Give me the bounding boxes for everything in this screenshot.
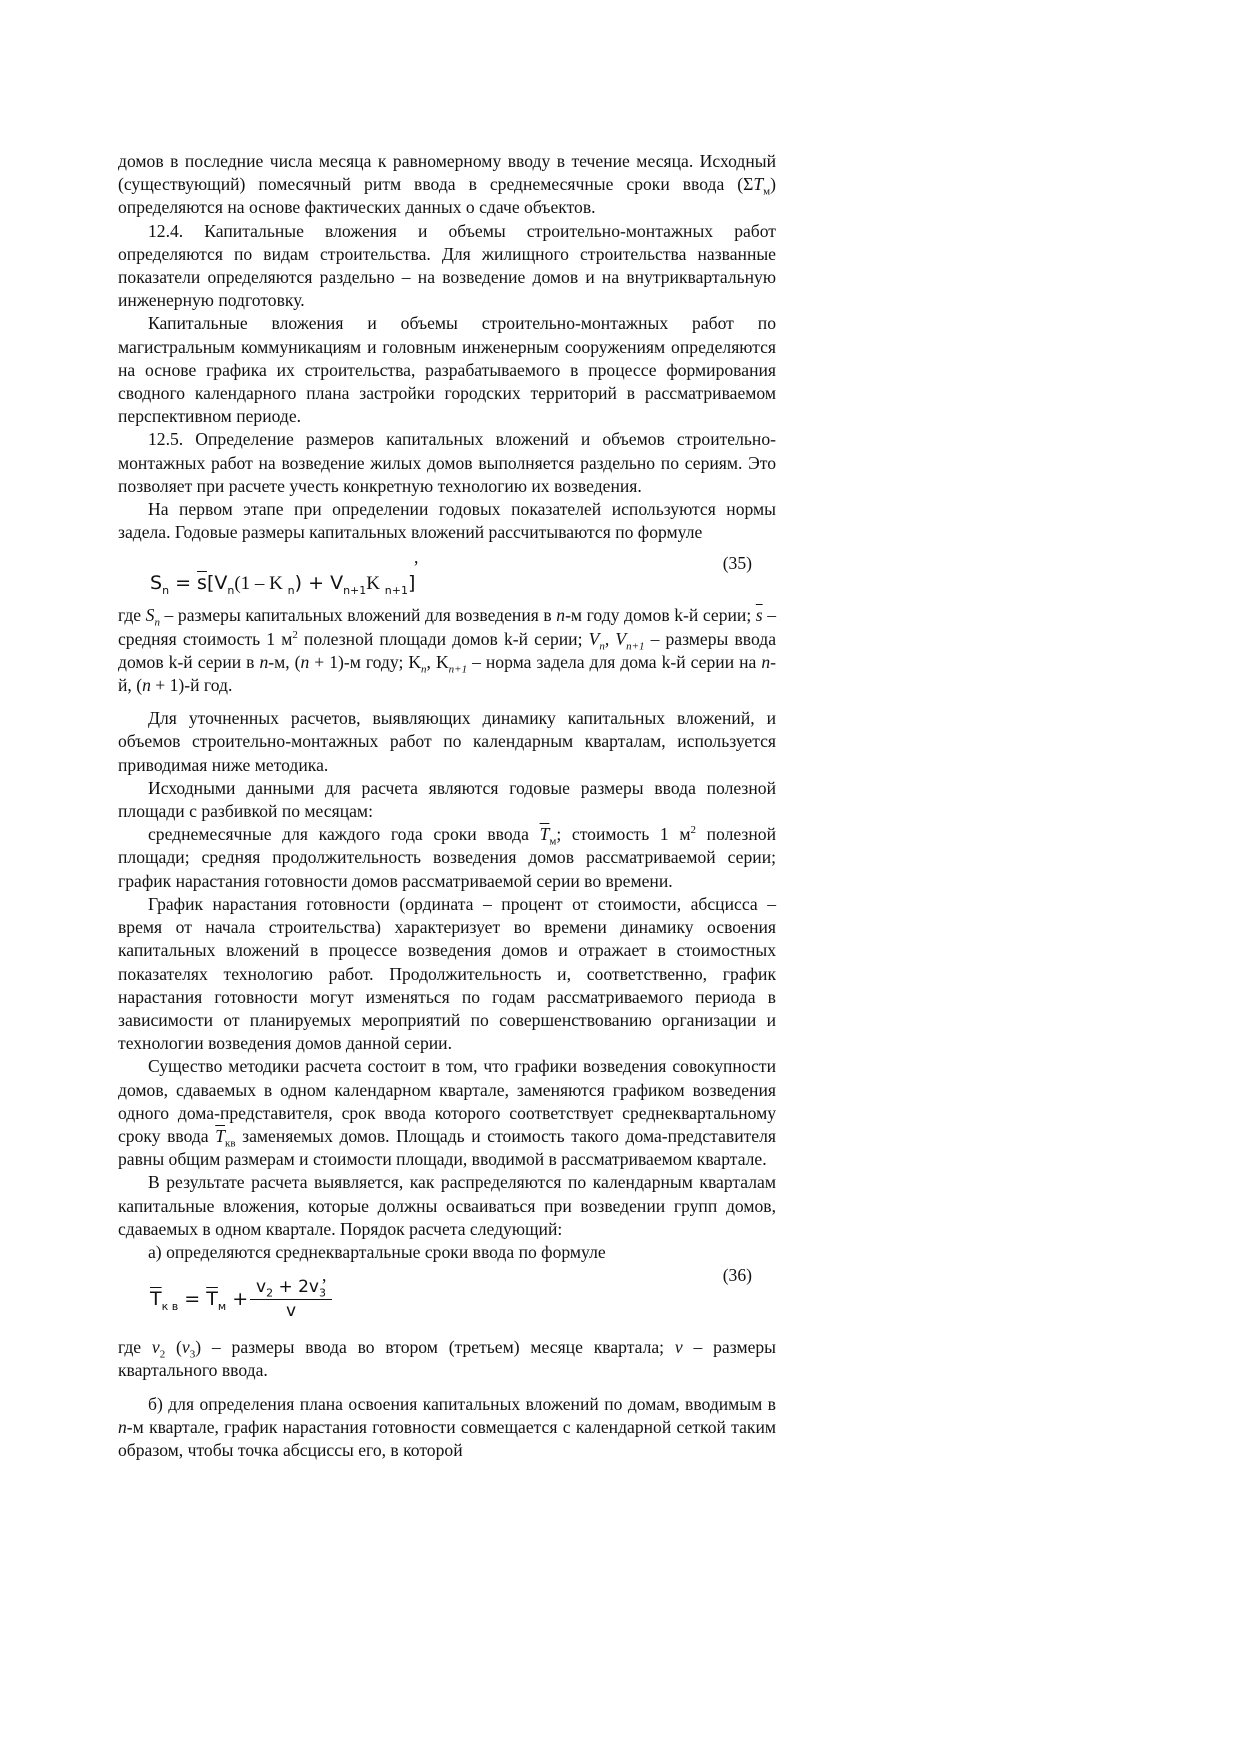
formula-36-number: (36): [722, 1265, 752, 1286]
paragraph-9: среднемесячные для каждого года сроки ввода $\overline{T}_м$; стоимость 1 $м^2$ полезной площади; средняя продолжительность возведения домов рассматриваемой серии; график нарастания готовности домов рассматриваемой серии во времени.: [118, 824, 776, 891]
formula-35-comma: ,: [414, 547, 419, 568]
paragraph-12-4: 12.4. Капитальные вложения и объемы строительно-монтажных работ определяются по видам строительства. Для жилищного строительства названные показатели определяются раздельно – на возведение домов и на внутриквартальную инженерную подготовку.: [118, 220, 776, 311]
formula-35: [118, 544, 776, 604]
formula-36: [118, 1264, 776, 1336]
paragraph-12: В результате расчета выявляется, как распределяются по календарным кварталам капитальные вложения, которые должны осваиваться при возведении групп домов, сдаваемых в одном квартале. Порядок расчета следующий:: [118, 1172, 776, 1239]
paragraph-10: График нарастания готовности (ордината – процент от стоимости, абсцисса – время от начала строительства) характеризует во времени динамику освоения капитальных вложений в процессе возведения домов и отражает в стоимостных показателях технологию работ. Продолжительность и, соответственно, график нарастания готовности могут изменяться по годам рассматриваемого периода в зависимости от планируемых мероприятий по совершенствованию организации и технологии возведения домов данной серии.: [118, 893, 776, 1054]
formula-35-number: (35): [722, 553, 752, 574]
formula-36-numerator: $v_2 + 2v_3$: [250, 1276, 332, 1300]
paragraph-15: б) для определения плана освоения капитальных вложений по домам, вводимым в n-м квартале, график нарастания готовности совмещается с календарной сеткой таким образом, чтобы точка абсциссы его, в которой: [118, 1393, 776, 1460]
paragraph-11: Существо методики расчета состоит в том, что графики возведения совокупности домов, сдаваемых в одном календарном квартале, заменяются графиком возведения одного дома-представителя, срок ввода которого соответствует среднеквартальному сроку ввода $\overline{T}_{кв}$ заменяемых домов. Площадь и стоимость такого дома-представителя равны общим размерам и стоимости площади, вводимой в рассматриваемом квартале.: [118, 1056, 776, 1170]
formula-35-expression: $S_n = \overline{s}[V_n(1 - K$ $_n) + V_{n+1}K$ $_{n+1}$]: [150, 572, 416, 598]
formula-36-denominator: v: [285, 1301, 297, 1322]
paragraph-12-5: 12.5. Определение размеров капитальных вложений и объемов строительно-монтажных работ на возведение жилых домов выполняется раздельно по сериям. Это позволяет при расчете учесть конкретную технологию их возведения.: [118, 429, 776, 496]
formula-36-lhs: $\overline{T}_{к в} = \overline{T}_м$ +: [150, 1288, 249, 1313]
paragraph-where-36: где $v_2$ $(v_3)$ – размеры ввода во втором (третьем) месяце квартала; v – размеры квартального ввода.: [118, 1337, 777, 1381]
paragraph-where-35: где $S_n$ – размеры капитальных вложений для возведения в n-м году домов k-й серии; $\overline{s}$ – средняя стоимость 1 $м^2$ полезной площади домов k-й серии; $V_n$, $V_{n+1}$ – размеры ввода домов k-й серии в n-м, (n + 1)-м году; $K_n$, $K_{n+1}$ – норма задела для дома k-й серии на n-й, (n + 1)-й год.: [118, 605, 777, 696]
paragraph-7: Для уточненных расчетов, выявляющих динамику капитальных вложений, и объемов строительно-монтажных работ по календарным кварталам, используется приводимая ниже методика.: [118, 708, 776, 775]
paragraph-13: а) определяются среднеквартальные сроки ввода по формуле: [148, 1241, 606, 1262]
paragraph-1: домов в последние числа месяца к равномерному вводу в течение месяца. Исходный (существующий) помесячный ритм ввода в среднемесячные сроки ввода $(\Sigma T_м)$ определяются на основе фактических данных о сдаче объектов.: [118, 151, 776, 218]
formula-36-comma: ,: [322, 1265, 327, 1286]
text-column: [118, 150, 776, 1462]
formula-36-fraction: [250, 1276, 332, 1323]
paragraph-3: Капитальные вложения и объемы строительно-монтажных работ по магистральным коммуникациям и головным инженерным сооружениям определяются на основе графика их строительства, разрабатываемого в процессе формирования сводного календарного плана застройки городских территорий в рассматриваемом перспективном периоде.: [118, 313, 776, 427]
paragraph-5: На первом этапе при определении годовых показателей используются нормы задела. Годовые размеры капитальных вложений рассчитываются по формуле: [118, 499, 776, 543]
paragraph-8: Исходными данными для расчета являются годовые размеры ввода полезной площади с разбивкой по месяцам:: [118, 777, 776, 822]
